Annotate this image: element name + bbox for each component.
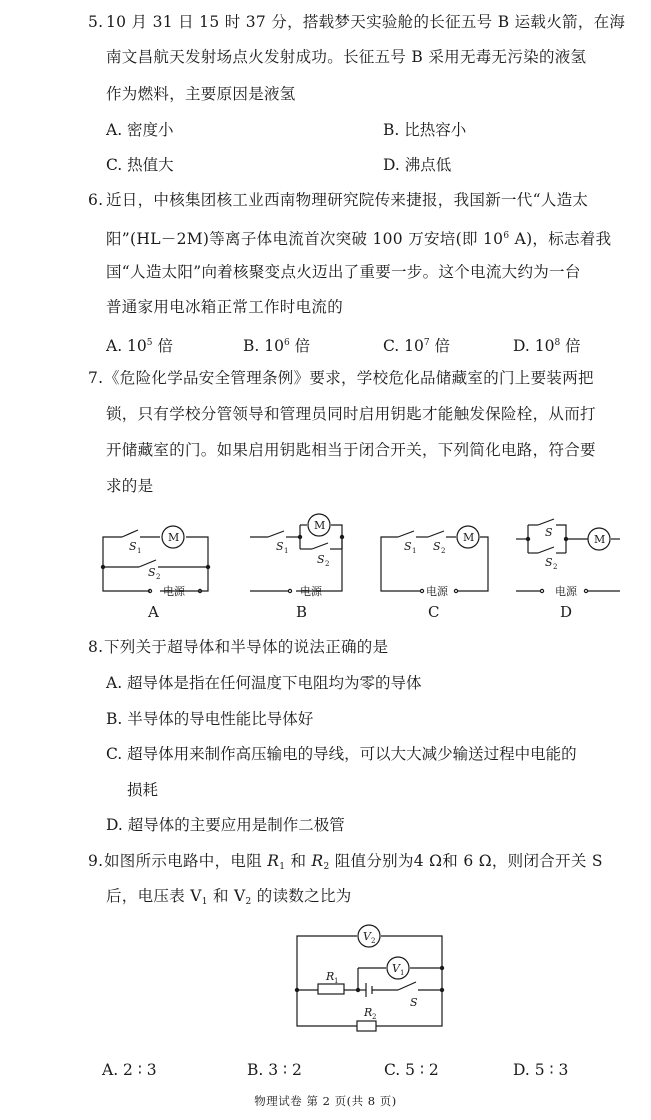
q6-option-b: B. $10^6$ 倍 <box>243 337 311 355</box>
q6-text-line2: 阳”(HL－2M)等离子体电流首次突破 100 万安培(即 $10^6$ A)，标志着我 <box>106 230 612 248</box>
q5-option-d: D. 沸点低 <box>383 156 452 174</box>
q7-text-line1: 《危险化学品安全管理条例》要求，学校危化品储藏室的门上要装两把 <box>104 369 594 387</box>
q6-option-c: C. $10^7$ 倍 <box>383 337 451 355</box>
q9-r2-label: R <box>364 1006 373 1019</box>
q5-option-b: B. 比热容小 <box>383 121 467 139</box>
circuit-a-source: 电源 <box>163 585 185 598</box>
q9-v2-label: V <box>363 930 371 943</box>
q5-text-line1: 10 月 31 日 15 时 37 分，搭载梦天实验舱的长征五号 B 运载火箭，在海 <box>106 13 626 31</box>
q9-text-line1: 如图所示电路中，电阻 $R_1$ 和 $R_2$ 阻值分别为4 Ω和 6 Ω，则闭合开关 S <box>104 852 603 872</box>
circuit-d-motor: M <box>594 533 606 546</box>
circuit-b <box>250 514 344 593</box>
q9-v1-label: V <box>392 962 400 975</box>
circuit-d-source: 电源 <box>555 585 577 598</box>
circuit-d <box>516 519 620 593</box>
q9-text-line2: 后，电压表 $V_1$ 和 $V_2$ 的读数之比为 <box>106 887 352 907</box>
q6-text-line1: 近日，中核集团核工业西南物理研究院传来捷报，我国新一代“人造太 <box>106 191 589 209</box>
q9-r1-label: R <box>326 970 335 983</box>
circuit-a-s1: S <box>129 540 137 553</box>
circuit-a-motor: M <box>168 531 180 544</box>
q9-option-c: C. 5 ∶ 2 <box>384 1061 439 1079</box>
circuit-d-s1: S <box>545 526 553 539</box>
circuit-a-s1-sub: 1 <box>137 547 142 555</box>
circuit-c-s2-sub: 2 <box>441 547 446 555</box>
q5-text-line3: 作为燃料，主要原因是液氢 <box>106 85 296 103</box>
circuit-b-label: B <box>296 603 308 621</box>
q7-circuits <box>0 505 651 625</box>
q8-option-a: A. 超导体是指在任何温度下电阻均为零的导体 <box>106 674 422 692</box>
circuit-b-motor: M <box>314 519 326 532</box>
circuit-c-s1: S <box>404 540 412 553</box>
q5-number: 5. <box>88 13 104 31</box>
q8-number: 8. <box>88 638 104 656</box>
q9-switch-label: S <box>410 996 418 1009</box>
q9-option-a: A. 2 ∶ 3 <box>102 1061 157 1079</box>
q6-option-d: D. $10^8$ 倍 <box>513 337 581 355</box>
circuit-c-s1-sub: 1 <box>412 547 417 555</box>
q9-r1-sub: 1 <box>334 977 339 985</box>
q8-option-c-cont: 损耗 <box>127 781 159 799</box>
q6-option-a: A. $10^5$ 倍 <box>106 337 173 355</box>
q6-text-line3: 国“人造太阳”向着核聚变点火迈出了重要一步。这个电流大约为一台 <box>106 263 581 281</box>
q6-number: 6. <box>88 191 104 209</box>
page-footer: 物理试卷 第 2 页(共 8 页) <box>254 1094 397 1108</box>
circuit-a-label: A <box>148 603 159 621</box>
circuit-d-label: D <box>560 603 573 621</box>
circuit-b-s2: S <box>317 553 325 566</box>
q9-v2-sub: 2 <box>371 937 376 945</box>
q9-circuit <box>0 920 651 1050</box>
q5-option-a: A. 密度小 <box>106 121 174 139</box>
circuit-b-s1-sub: 1 <box>284 547 289 555</box>
q9-option-b: B. 3 ∶ 2 <box>247 1061 302 1079</box>
circuit-a-s2: S <box>148 566 156 579</box>
circuit-c-source: 电源 <box>426 585 448 598</box>
circuit-a-s2-sub: 2 <box>156 573 161 581</box>
q5-option-c: C. 热值大 <box>106 156 174 174</box>
q8-option-c: C. 超导体用来制作高压输电的导线，可以大大减少输送过程中电能的 <box>106 745 577 763</box>
circuit-c-s2: S <box>433 540 441 553</box>
q6-text-line4: 普通家用电冰箱正常工作时电流的 <box>106 298 344 316</box>
circuit-c-motor: M <box>463 531 475 544</box>
circuit-c-label: C <box>428 603 440 621</box>
q9-v1-sub: 1 <box>400 969 405 977</box>
q7-number: 7. <box>88 369 104 387</box>
q9-number: 9. <box>88 852 104 870</box>
circuit-b-s1: S <box>276 540 284 553</box>
circuit-b-source: 电源 <box>300 585 322 598</box>
q7-text-line4: 求的是 <box>106 477 154 495</box>
circuit-b-s2-sub: 2 <box>325 560 330 568</box>
q7-text-line3: 开储藏室的门。如果启用钥匙相当于闭合开关，下列简化电路，符合要 <box>106 441 596 459</box>
circuit-d-s2: S <box>545 556 553 569</box>
q8-option-d: D. 超导体的主要应用是制作二极管 <box>106 816 345 834</box>
q8-option-b: B. 半导体的导电性能比导体好 <box>106 710 314 728</box>
q9-r2-sub: 2 <box>372 1013 377 1021</box>
circuit-a <box>101 526 209 593</box>
circuit-d-s2-sub: 2 <box>553 563 558 571</box>
q5-text-line2: 南文昌航天发射场点火发射成功。长征五号 B 采用无毒无污染的液氢 <box>106 48 587 66</box>
q9-option-d: D. 5 ∶ 3 <box>513 1061 569 1079</box>
q7-text-line2: 锁，只有学校分管领导和管理员同时启用钥匙才能触发保险栓，从而打 <box>106 405 596 423</box>
q8-text-line1: 下列关于超导体和半导体的说法正确的是 <box>104 638 389 656</box>
